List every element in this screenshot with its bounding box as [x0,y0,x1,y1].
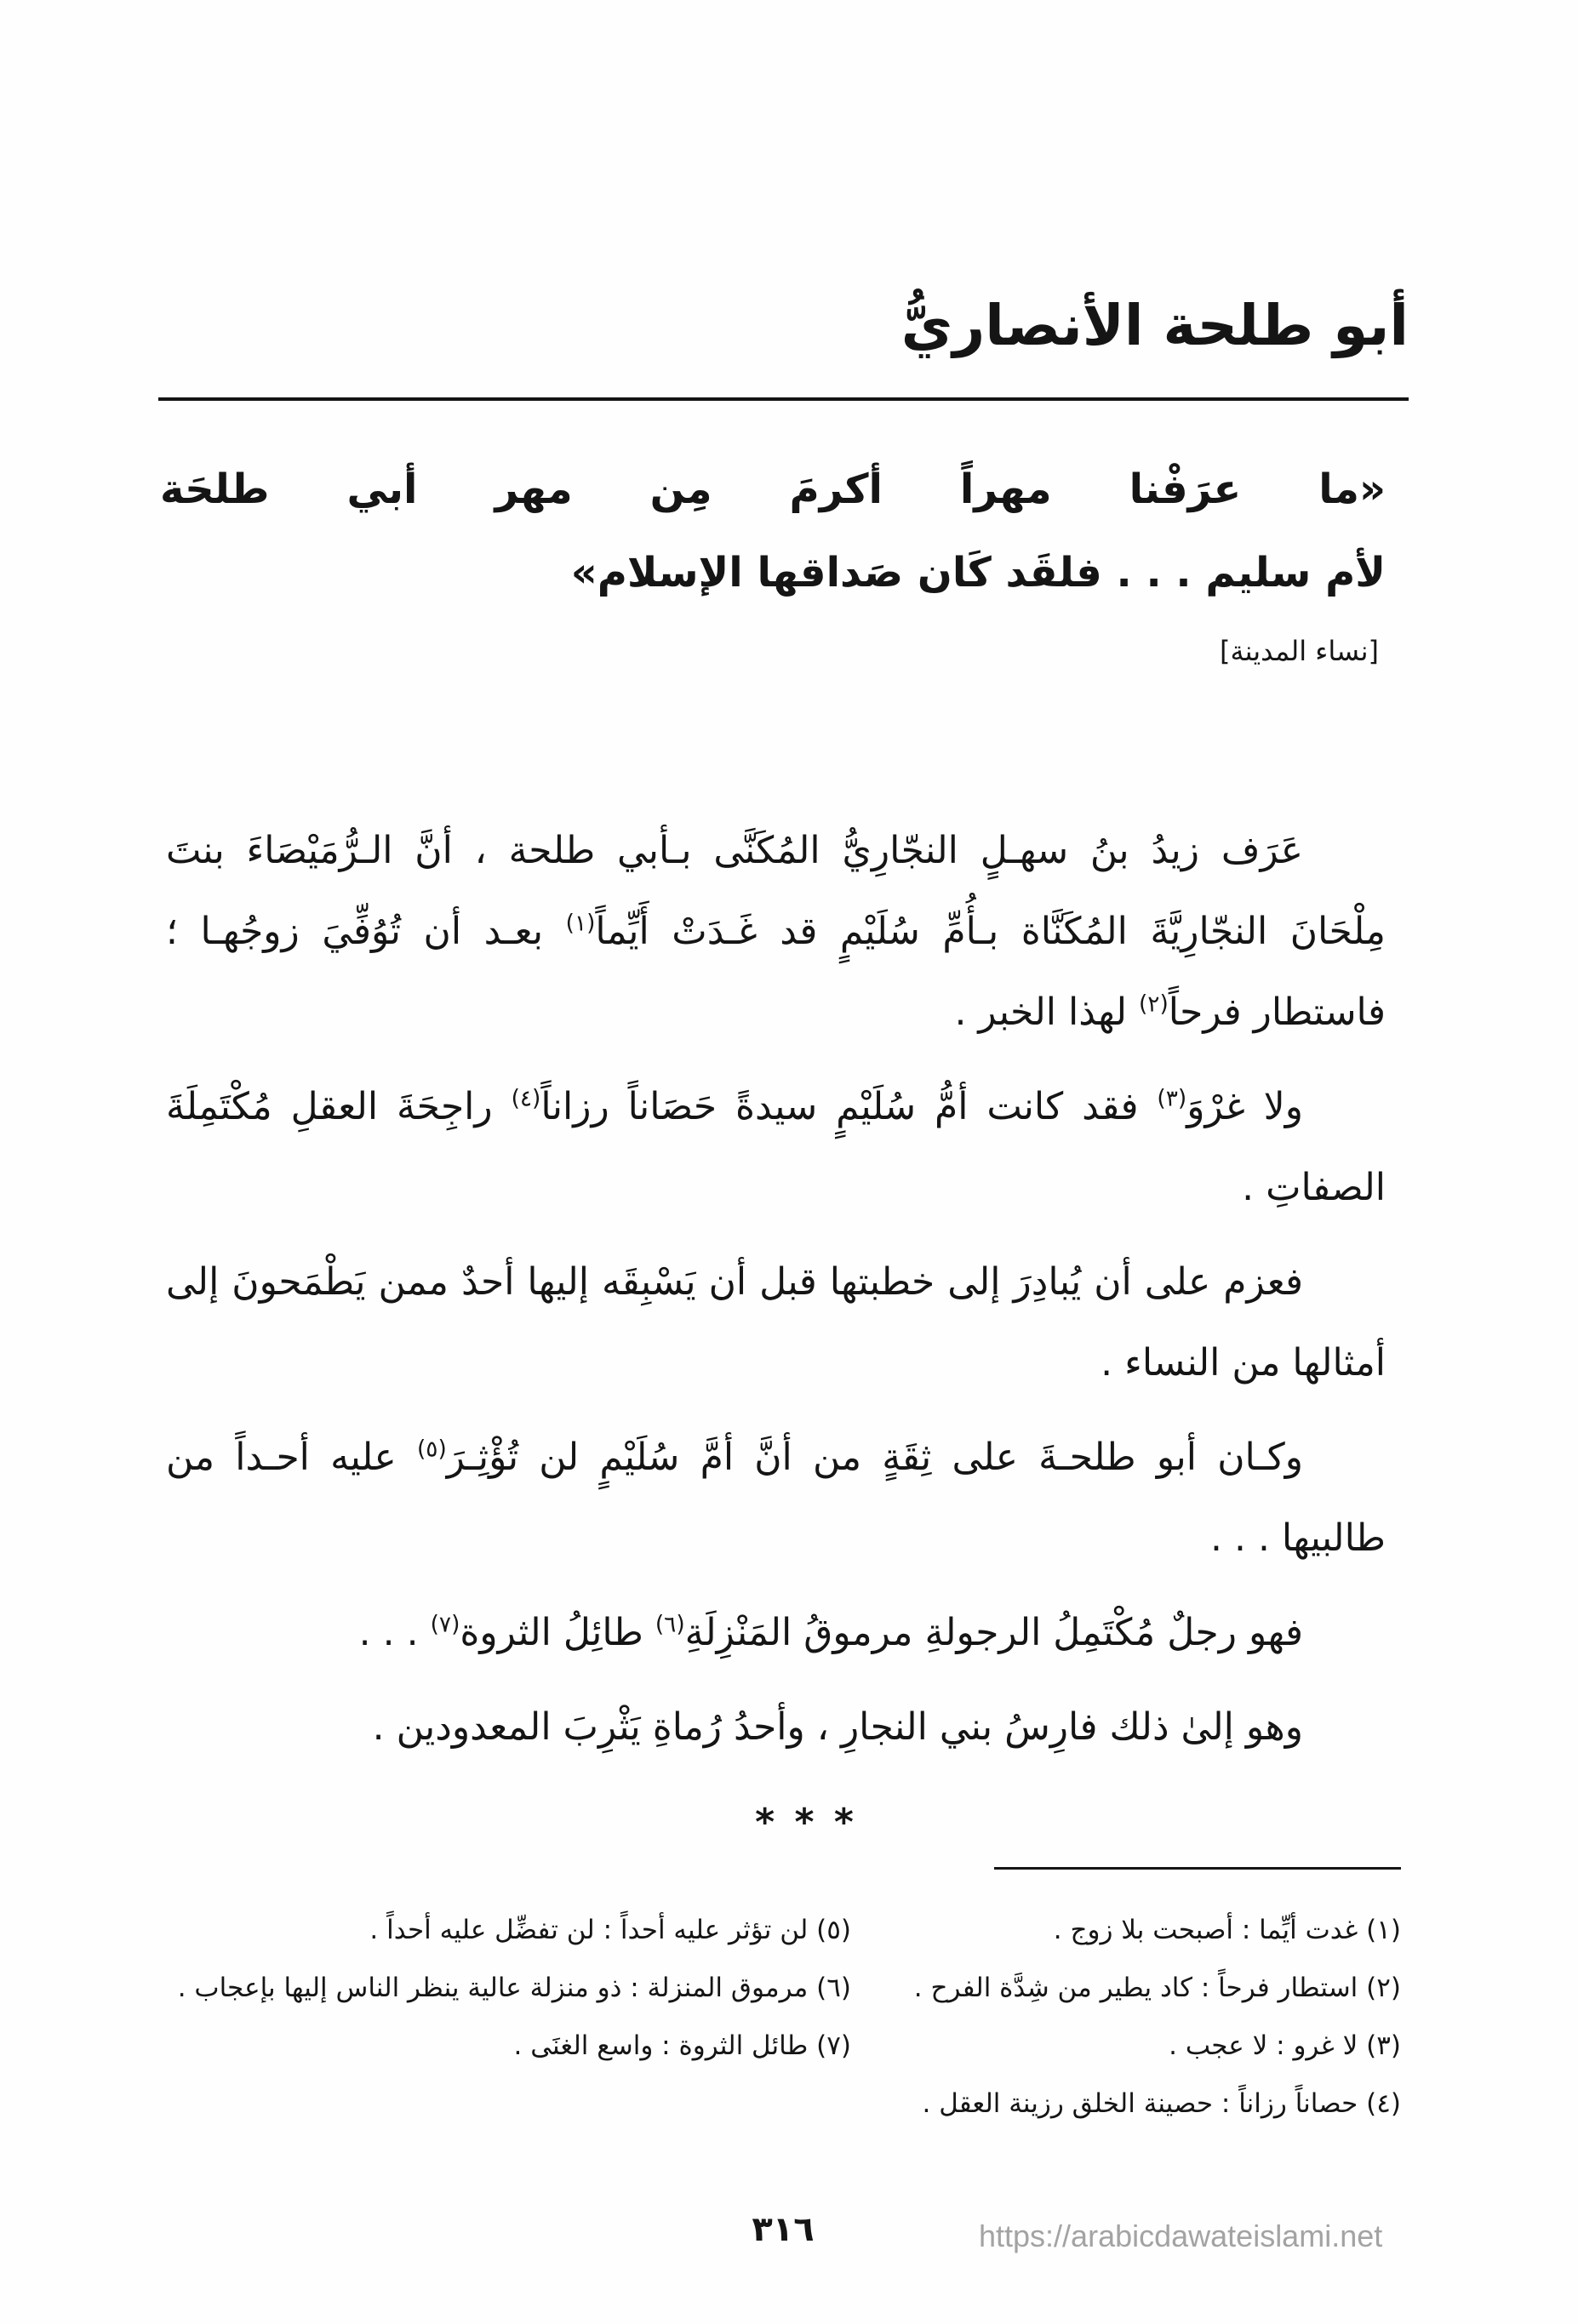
body-line: الصفاتِ . [1242,1166,1386,1209]
body-line: وهو إلىٰ ذلك فارِسُ بني النجارِ ، وأحدُ رُماةِ يَثْرِبَ المعدودين . [372,1705,1303,1749]
footnote-marker: (٤) [511,1085,541,1112]
body-line: طالبيها . . . [1210,1516,1386,1560]
running-header-title: أبو طلحة الأنصاريُّ [900,293,1409,358]
body-line: فاستطار فرحاً$^{(٢)}$ لهذا الخبر . [954,991,1386,1034]
footnote: (٧) طائل الثروة : واسع الغنَى . [513,2030,851,2061]
body-text [166,810,1386,1767]
body-paragraph [166,1687,1386,1767]
footnote-rule [994,1867,1401,1870]
body-paragraph [166,810,1386,1053]
footnote-marker: (٧) [430,1611,460,1638]
body-paragraph [166,1417,1386,1579]
body-paragraph [166,1242,1386,1403]
footnote: (٢) استطار فرحاً : كاد يطير من شِدَّة الفرح . [913,1973,1401,2003]
body-line: أمثالها من النساء . [1101,1341,1386,1385]
header-rule [158,397,1409,401]
section-separator: * * * [755,1801,857,1844]
footnotes-column-right [890,1901,1401,2133]
body-line: ولا غرْوَ$^{(٣)}$ فقد كانت أمُّ سُلَيْمٍ سيدةً حَصَاناً رزاناً$^{(٤)}$ راجِحَةَ العقلِ مُكْتَمِلَةَ [166,1085,1303,1128]
epigraph-quote [160,448,1386,614]
footnote: (٣) لا غرو : لا عجب . [1169,2030,1401,2061]
body-line: وكـان أبو طلحـةَ على ثِقَةٍ من أنَّ أمَّ سُلَيْمٍ لن تُؤْثِـرَ$^{(٥)}$ عليه أحـداً من [166,1436,1304,1479]
footnotes-column-left [145,1901,851,2075]
page-number: ٣١٦ [752,2210,815,2249]
body-paragraph [166,1066,1386,1228]
footnote: (٤) حصاناً رزاناً : حصينة الخلق رزينة العقل . [922,2088,1401,2119]
footnote: (٦) مرموق المنزلة : ذو منزلة عالية ينظر الناس إليها بإعجاب . [177,1973,851,2003]
footnote: (١) غدت أيِّما : أصبحت بلا زوج . [1053,1915,1401,1945]
footnote-marker: (٢) [1138,991,1169,1018]
body-line: فهو رجلٌ مُكْتَمِلُ الرجولةِ مرموقُ المَنْزِلَةِ$^{(٦)}$ طائِلُ الثروة$^{(٧)}$ . . . [358,1611,1303,1654]
watermark-url: https://arabicdawateislami.net [979,2218,1383,2253]
footnote-marker: (٣) [1157,1085,1187,1112]
footnote: (٥) لن تؤثر عليه أحداً : لن تفضِّل عليه أحداً . [369,1915,851,1945]
body-paragraph [166,1592,1386,1673]
footnote-marker: (٦) [655,1611,685,1638]
body-line: مِلْحَانَ النجّارِيَّةَ المُكَنَّاة بـأُمِّ سُلَيْمٍ قد غَـدَتْ أَيِّماً$^{(١)}$ بعـد أن تُوُفِّيَ زوجُهـا ؛ [166,910,1386,953]
epigraph-line: لأم سليم . . . فلقَد كَان صَداقها الإسلام» [570,549,1386,597]
epigraph-line: «ما عرَفْنا مهراً أكرمَ مِن مهر أبي طلحَة [160,465,1386,513]
footnote-marker: (٥) [416,1436,447,1463]
body-line: عَرَف زيدُ بنُ سهـلٍ النجّارِيُّ المُكَنَّى بـأبي طلحة ، أنَّ الـرُّمَيْصَاءَ بنتَ [166,829,1303,872]
body-line: فعزم على أن يُبادِرَ إلى خطبتها قبل أن يَسْبِقَه إليها أحدٌ ممن يَطْمَحونَ إلى [166,1260,1303,1304]
epigraph-source: [نساء المدينة] [1219,635,1379,667]
footnote-marker: (١) [565,910,596,937]
